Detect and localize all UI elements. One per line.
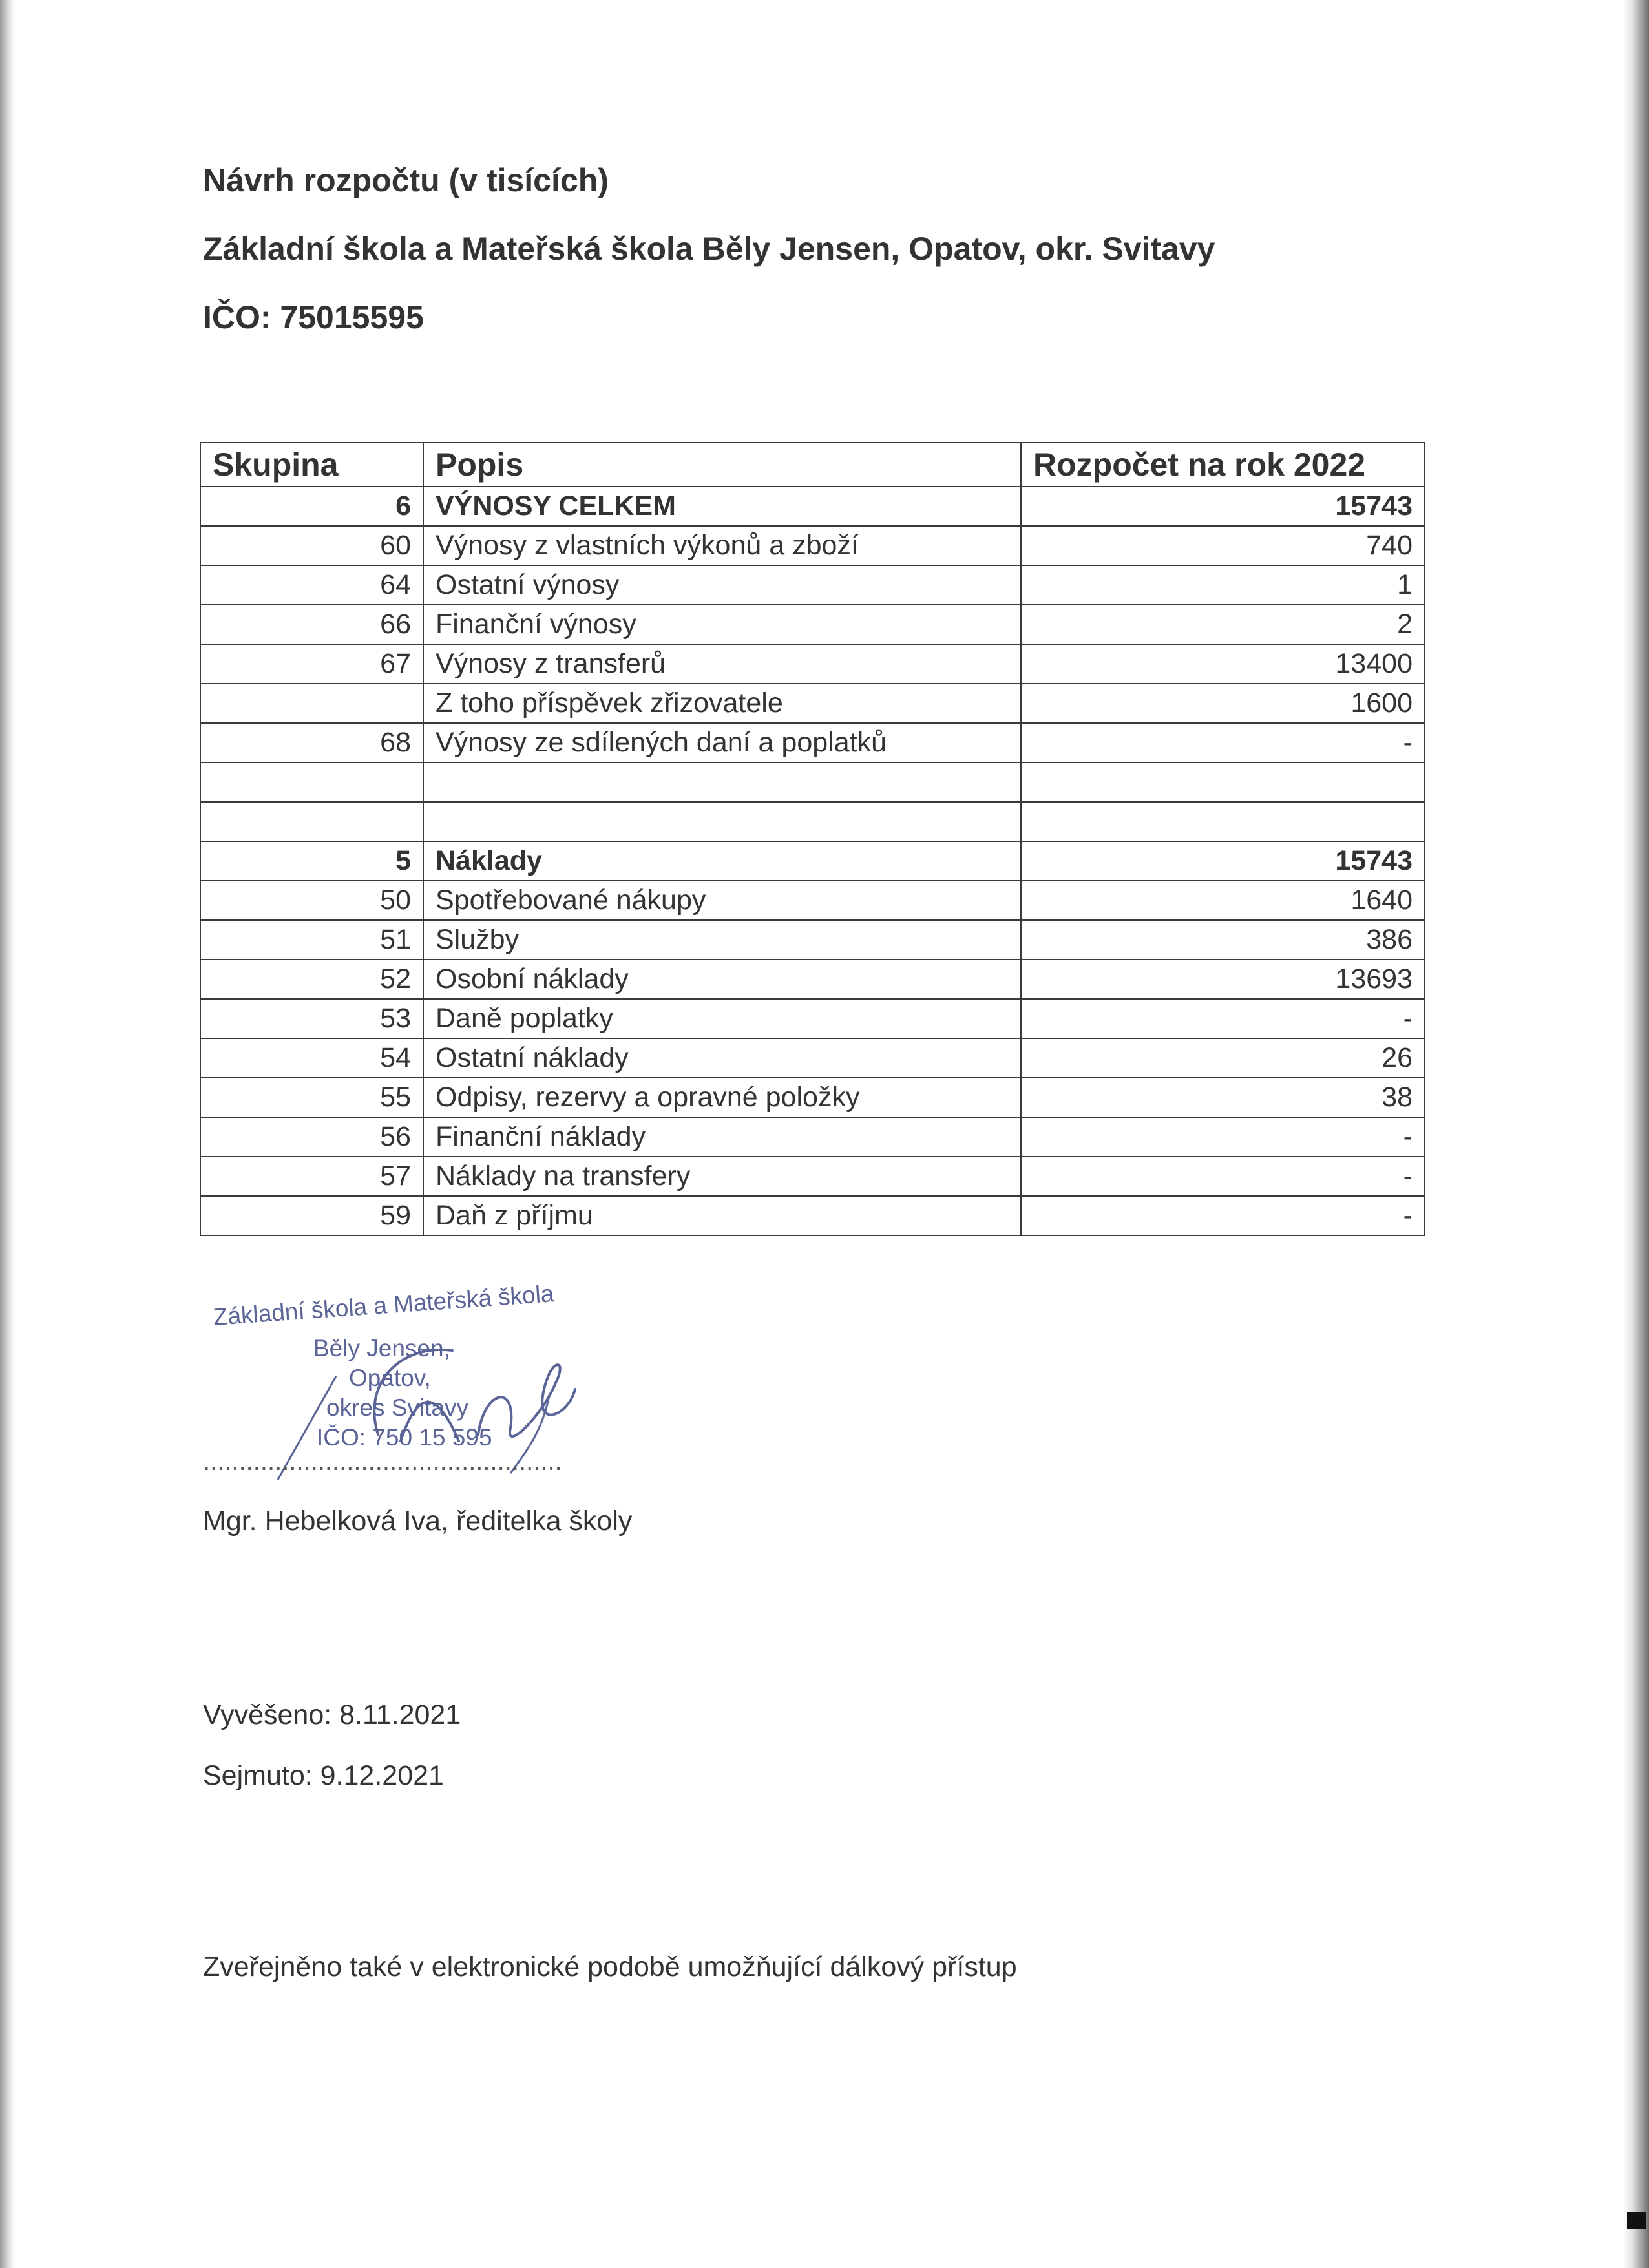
cell-description: Daně poplatky <box>423 999 1021 1038</box>
cell-budget-value: 386 <box>1021 920 1425 960</box>
cell-group: 66 <box>200 605 423 644</box>
cell-group: 52 <box>200 960 423 999</box>
cell-description: Výnosy z vlastních výkonů a zboží <box>423 526 1021 565</box>
table-row <box>200 920 1425 960</box>
table-row <box>200 841 1425 881</box>
cell-group: 67 <box>200 644 423 684</box>
cell-budget-value: 15743 <box>1021 487 1425 526</box>
cell-group: 51 <box>200 920 423 960</box>
table-row <box>200 1196 1425 1235</box>
table-row <box>200 881 1425 920</box>
table-row <box>200 1117 1425 1157</box>
cell-group: 50 <box>200 881 423 920</box>
table-row <box>200 684 1425 723</box>
budget-table <box>200 442 1425 1236</box>
cell-budget-value: - <box>1021 1196 1425 1235</box>
cell-group: 68 <box>200 723 423 762</box>
table-row <box>200 802 1425 841</box>
cell-group: 57 <box>200 1157 423 1196</box>
scan-corner-mark <box>1627 2212 1646 2229</box>
cell-description: Náklady na transfery <box>423 1157 1021 1196</box>
cell-group <box>200 762 423 802</box>
cell-description: Náklady <box>423 841 1021 881</box>
cell-description: Osobní náklady <box>423 960 1021 999</box>
column-header-group: Skupina <box>200 443 423 487</box>
cell-budget-value: 13400 <box>1021 644 1425 684</box>
cell-description <box>423 802 1021 841</box>
signature-line: .................................................. <box>203 1447 562 1476</box>
cell-description: Z toho příspěvek zřizovatele <box>423 684 1021 723</box>
table-row <box>200 1038 1425 1078</box>
organization-ico: IČO: 75015595 <box>203 299 424 335</box>
cell-description: Výnosy ze sdílených daní a poplatků <box>423 723 1021 762</box>
cell-description: Ostatní výnosy <box>423 565 1021 605</box>
cell-group: 55 <box>200 1078 423 1117</box>
cell-budget-value: 1 <box>1021 565 1425 605</box>
cell-group: 53 <box>200 999 423 1038</box>
cell-budget-value <box>1021 802 1425 841</box>
cell-description <box>423 762 1021 802</box>
cell-budget-value: 26 <box>1021 1038 1425 1078</box>
stamp-line-2: Běly Jensen, <box>313 1335 450 1361</box>
cell-group: 56 <box>200 1117 423 1157</box>
stamp-line-1: Základní škola a Mateřská škola <box>212 1280 555 1330</box>
cell-budget-value: - <box>1021 1157 1425 1196</box>
signer-name: Mgr. Hebelková Iva, ředitelka školy <box>203 1506 633 1537</box>
posted-date: Vyvěšeno: 8.11.2021 <box>203 1699 461 1730</box>
cell-budget-value: 38 <box>1021 1078 1425 1117</box>
document-title: Návrh rozpočtu (v tisících) <box>203 162 609 198</box>
organization-name: Základní škola a Mateřská škola Běly Jensen, Opatov, okr. Svitavy <box>203 231 1215 267</box>
table-row <box>200 605 1425 644</box>
cell-description: Finanční náklady <box>423 1117 1021 1157</box>
column-header-budget: Rozpočet na rok 2022 <box>1021 443 1425 487</box>
cell-budget-value: 15743 <box>1021 841 1425 881</box>
table-row <box>200 526 1425 565</box>
stamp-line-5: IČO: 750 15 595 <box>317 1424 492 1451</box>
table-row <box>200 565 1425 605</box>
cell-budget-value: - <box>1021 999 1425 1038</box>
cell-budget-value: - <box>1021 723 1425 762</box>
cell-description: Finanční výnosy <box>423 605 1021 644</box>
table-row <box>200 1157 1425 1196</box>
table-row <box>200 960 1425 999</box>
cell-group: 64 <box>200 565 423 605</box>
stamp-line-4: okres Svitavy <box>326 1394 469 1421</box>
cell-description: Odpisy, rezervy a opravné položky <box>423 1078 1021 1117</box>
cell-group: 6 <box>200 487 423 526</box>
cell-budget-value: 13693 <box>1021 960 1425 999</box>
cell-budget-value: 2 <box>1021 605 1425 644</box>
removed-date: Sejmuto: 9.12.2021 <box>203 1760 444 1791</box>
cell-group: 59 <box>200 1196 423 1235</box>
cell-budget-value: 1640 <box>1021 881 1425 920</box>
cell-budget-value: - <box>1021 1117 1425 1157</box>
table-row <box>200 723 1425 762</box>
cell-group: 54 <box>200 1038 423 1078</box>
column-header-description: Popis <box>423 443 1021 487</box>
table-row <box>200 1078 1425 1117</box>
cell-description: Daň z příjmu <box>423 1196 1021 1235</box>
cell-budget-value: 1600 <box>1021 684 1425 723</box>
cell-budget-value: 740 <box>1021 526 1425 565</box>
cell-group <box>200 684 423 723</box>
stamp-line-3: Opatov, <box>349 1365 431 1391</box>
scan-edge-right <box>1623 0 1649 2268</box>
cell-description: Spotřebované nákupy <box>423 881 1021 920</box>
cell-group <box>200 802 423 841</box>
cell-budget-value <box>1021 762 1425 802</box>
cell-description: VÝNOSY CELKEM <box>423 487 1021 526</box>
table-row <box>200 487 1425 526</box>
cell-group: 60 <box>200 526 423 565</box>
scan-edge-left <box>0 0 14 2268</box>
cell-description: Výnosy z transferů <box>423 644 1021 684</box>
cell-description: Ostatní náklady <box>423 1038 1021 1078</box>
publication-note: Zveřejněno také v elektronické podobě umožňující dálkový přístup <box>203 1951 1017 1982</box>
table-body <box>200 487 1425 1235</box>
table-row <box>200 999 1425 1038</box>
cell-description: Služby <box>423 920 1021 960</box>
table-row <box>200 762 1425 802</box>
table-header-row <box>200 443 1425 487</box>
cell-group: 5 <box>200 841 423 881</box>
table-row <box>200 644 1425 684</box>
